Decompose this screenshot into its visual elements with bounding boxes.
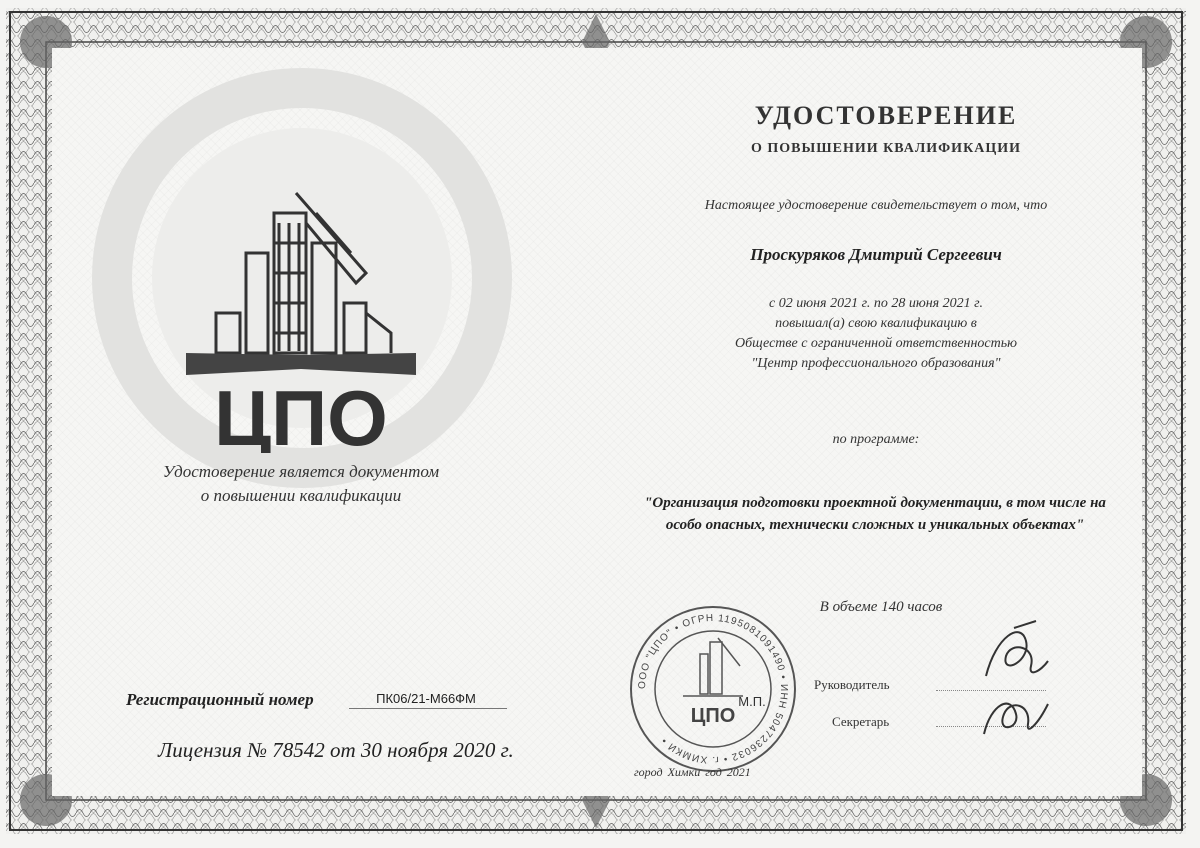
stamp-mp-text: М.П. xyxy=(738,694,766,709)
hours-text: В объеме 140 часов xyxy=(819,599,943,615)
logo-text: ЦПО xyxy=(214,374,388,453)
left-caption xyxy=(136,460,466,508)
caption-line-1: Удостоверение является документом xyxy=(162,462,440,481)
registration-label: Регистрационный номер xyxy=(126,690,314,709)
license-line: Лицензия № 78542 от 30 ноября 2020 г. xyxy=(158,738,514,762)
building-logo-icon xyxy=(176,183,426,453)
attest-text: Настоящее удостоверение свидетельствует о том, что xyxy=(704,198,1048,213)
period-line-3: Обществе с ограниченной ответственностью xyxy=(734,336,1018,351)
certificate-subtitle: О ПОВЫШЕНИИ КВАЛИФИКАЦИИ xyxy=(750,141,1022,156)
cpo-logo xyxy=(176,183,426,453)
training-period xyxy=(626,294,1126,374)
stamp-center-text: ЦПО xyxy=(690,705,736,727)
director-label: Руководитель xyxy=(814,677,890,692)
secretary-label: Секретарь xyxy=(832,714,890,729)
official-stamp xyxy=(628,604,798,774)
program-name: "Организация подготовки проектной документации, в том числе на особо опасных, технически сложных и уникальных объектах" xyxy=(644,495,1106,533)
period-line-4: "Центр профессионального образования" xyxy=(751,356,1001,371)
registration-number: ПК06/21-М66ФМ xyxy=(376,691,476,706)
secretary-signature xyxy=(976,684,1056,744)
program-label: по программе: xyxy=(832,432,920,447)
certificate xyxy=(6,8,1186,834)
holder-name: Проскуряков Дмитрий Сергеевич xyxy=(750,245,1002,264)
stamp-ring-text: ООО "ЦПО" • ОГРН 1195081091490 • ИНН 5047236032 • г. ХИМКИ • xyxy=(636,612,790,766)
registration-underline xyxy=(349,708,507,709)
caption-line-2: о повышении квалификации xyxy=(200,486,402,505)
period-line-2: повышал(а) свою квалификацию в xyxy=(775,316,977,331)
certificate-title: УДОСТОВЕРЕНИЕ xyxy=(754,101,1018,130)
svg-text:ООО "ЦПО" • ОГРН 1195081091490 xyxy=(637,613,789,765)
city-year: город Химки год 2021 xyxy=(634,765,751,779)
period-line-1: с 02 июня 2021 г. по 28 июня 2021 г. xyxy=(769,296,983,311)
